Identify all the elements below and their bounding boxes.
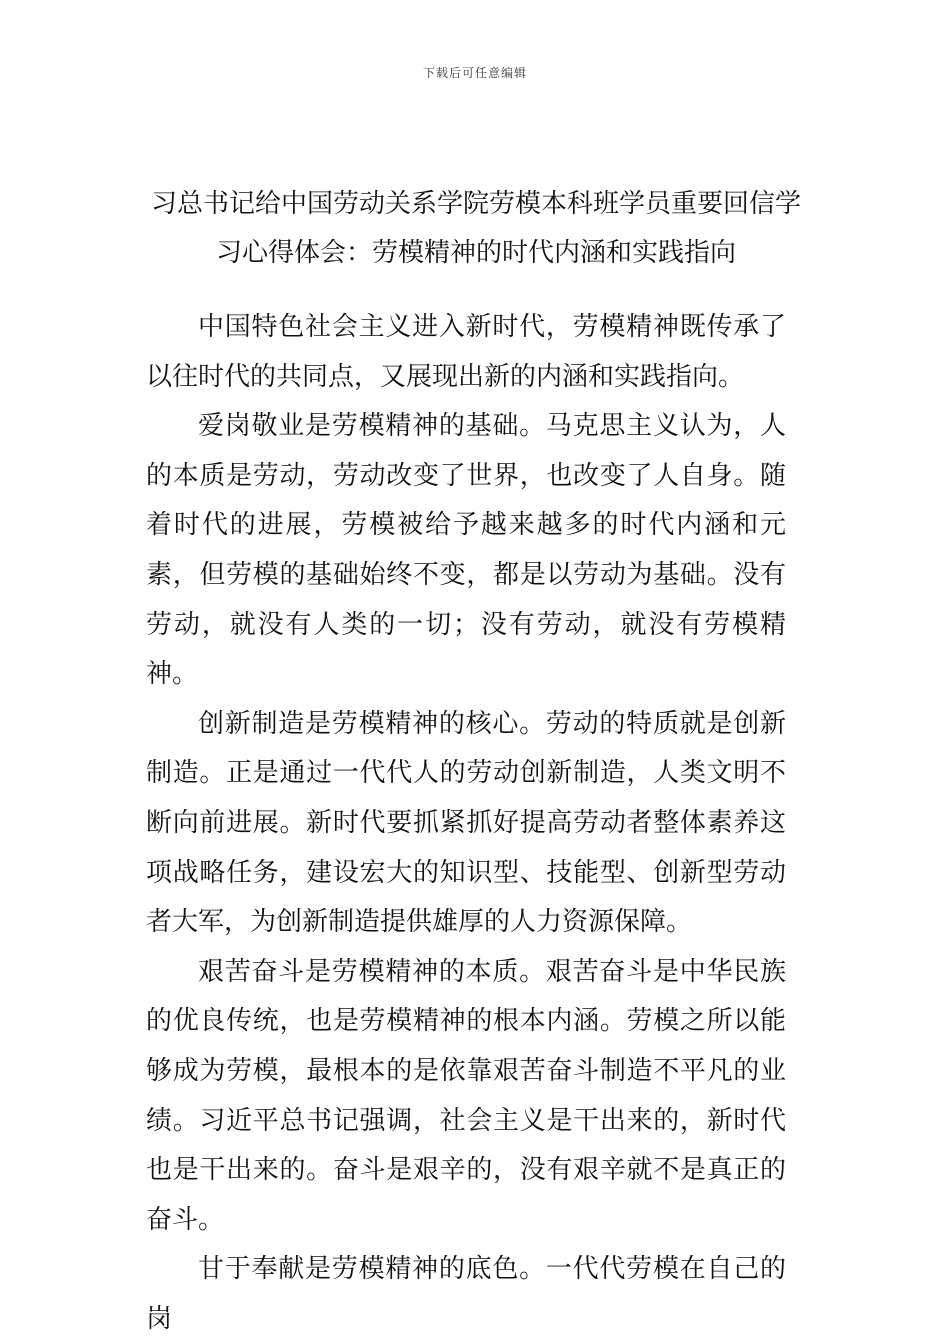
header-note: 下载后可任意编辑 bbox=[422, 66, 527, 80]
title-line-1: 习总书记给中国劳动关系学院劳模本科班学员重要回信学 bbox=[150, 189, 801, 219]
title-line-2: 习心得体会：劳模精神的时代内涵和实践指向 bbox=[215, 238, 736, 268]
paragraph: 中国特色社会主义进入新时代，劳模精神既传承了以往时代的共同点，又展现出新的内涵和实践指向。 bbox=[146, 312, 786, 392]
paragraph: 爱岗敬业是劳模精神的基础。马克思主义认为，人的本质是劳动，劳动改变了世界，也改变了人自身。随着时代的进展，劳模被给予越来越多的时代内涵和元素，但劳模的基础始终不变，都是以劳动为基础。没有劳动，就没有人类的一切；没有劳动，就没有劳模精神。 bbox=[146, 411, 786, 690]
document-title bbox=[146, 180, 806, 278]
paragraph: 创新制造是劳模精神的核心。劳动的特质就是创新制造。正是通过一代代人的劳动创新制造，人类文明不断向前进展。新时代要抓紧抓好提高劳动者整体素养这项战略任务，建设宏大的知识型、技能型、创新型劳动者大军，为创新制造提供雄厚的人力资源保障。 bbox=[146, 708, 786, 938]
paragraph: 艰苦奋斗是劳模精神的本质。艰苦奋斗是中华民族的优良传统，也是劳模精神的根本内涵。劳模之所以能够成为劳模，最根本的是依靠艰苦奋斗制造不平凡的业绩。习近平总书记强调，社会主义是干出来的，新时代也是干出来的。奋斗是艰辛的，没有艰辛就不是真正的奋斗。 bbox=[146, 956, 786, 1235]
document-body bbox=[146, 303, 786, 1344]
paragraph: 甘于奉献是劳模精神的底色。一代代劳模在自己的岗 bbox=[146, 1254, 786, 1334]
